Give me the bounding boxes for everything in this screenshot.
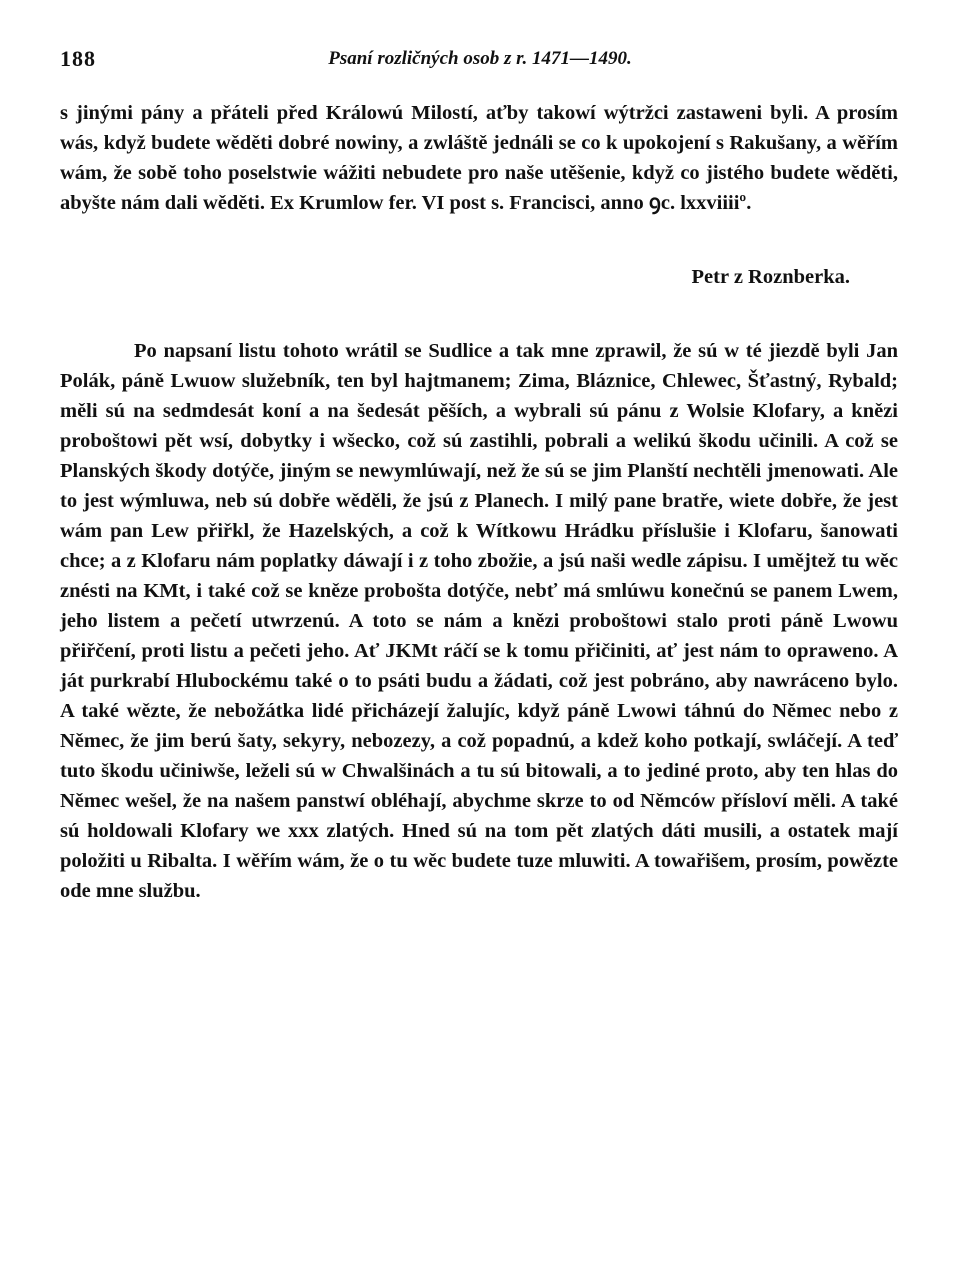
page-number: 188 <box>60 46 96 71</box>
page-header <box>60 46 900 76</box>
letter-paragraph: s jinými pány a přáteli před Králowú Milostí, aťby takowí wýtržci zastaweni byli. A prosím wás, když budete wěděti dobré nowiny, a zwláště jednáli se co k upokojení s Rakušany, a wěřím wám, že sobě toho poselstwie wážiti nebudete pro naše utěšenie, když co jistého budete wěděti, abyšte nám dali wěděti. Ex Krumlow fer. VI post s. Francisci, anno ꝯc. lxxviiiiº. <box>60 102 898 214</box>
postscript-paragraph: Po napsaní listu tohoto wrátil se Sudlice a tak mne zprawil, že sú w té jiezdě byli Jan Polák, páně Lwuow služebník, ten byl hajtmanem; Zima, Bláznice, Chlewec, Šťastný, Rybald; měli sú na sedmdesát koní a na šedesát pěších, a wybrali sú pánu z Wolsie Klofary, a knězi proboštowi pět wsí, dobytky i wšecko, což sú zastihli, pobrali a welikú škodu učinili. A což se Planských škody dotýče, jiným se newymlúwají, než že sú se jim Planští nechtěli jmenowati. Ale to jest wýmluwa, neb sú dobře wěděli, že jsú z Planech. I milý pane bratře, wiete dobře, že jest wám pan Lew přiřkl, že Hazelských, a což k Wítkowu Hrádku příslušie i Klofaru, šanowati chce; a z Klofaru nám poplatky dáwají i z toho zbožie, a jsú naši wedle zápisu. I umějtež tu wěc znésti na KMt, i také což se kněze probošta dotýče, nebť má smlúwu konečnú se panem Lwem, jeho listem a pečetí utwrzenú. A toto se nám a knězi proboštowi stalo proti páně Lwowu přiřčení, proti listu a pečeti jeho. Ať JKMt ráčí se k tomu přičiniti, ať jest nám to opraweno. A ját purkrabí Hlubockému také o to psáti budu a žádati, což jest pobráno, aby nawráceno bylo. A také wězte, že nebožátka lidé přicházejí žalujíc, když páně Lwowi táhnú do Němec nebo z Němec, že jim berú šaty, sekyry, nebozezy, a což popadnú, a kdež koho potkají, swláčejí. A teď tuto škodu učiniwše, leželi sú w Chwalšinách a tu sú bitowali, a to jediné proto, aby ten hlas do Němec wešel, že na našem panstwí obléhají, abychme skrze to od Němców přísloví měli. A také sú holdowali Klofary we xxx zlatých. Hned sú na tom pět zlatých dáti musili, a ostatek mají položiti u Ribalta. I wěřím wám, že o tu wěc budete tuze mluwiti. A towařišem, prosím, powězte ode mne službu. <box>60 340 898 902</box>
running-title: Psaní rozličných osob z r. 1471—1490. <box>328 48 632 69</box>
signature: Petr z Roznberka. <box>691 266 850 288</box>
